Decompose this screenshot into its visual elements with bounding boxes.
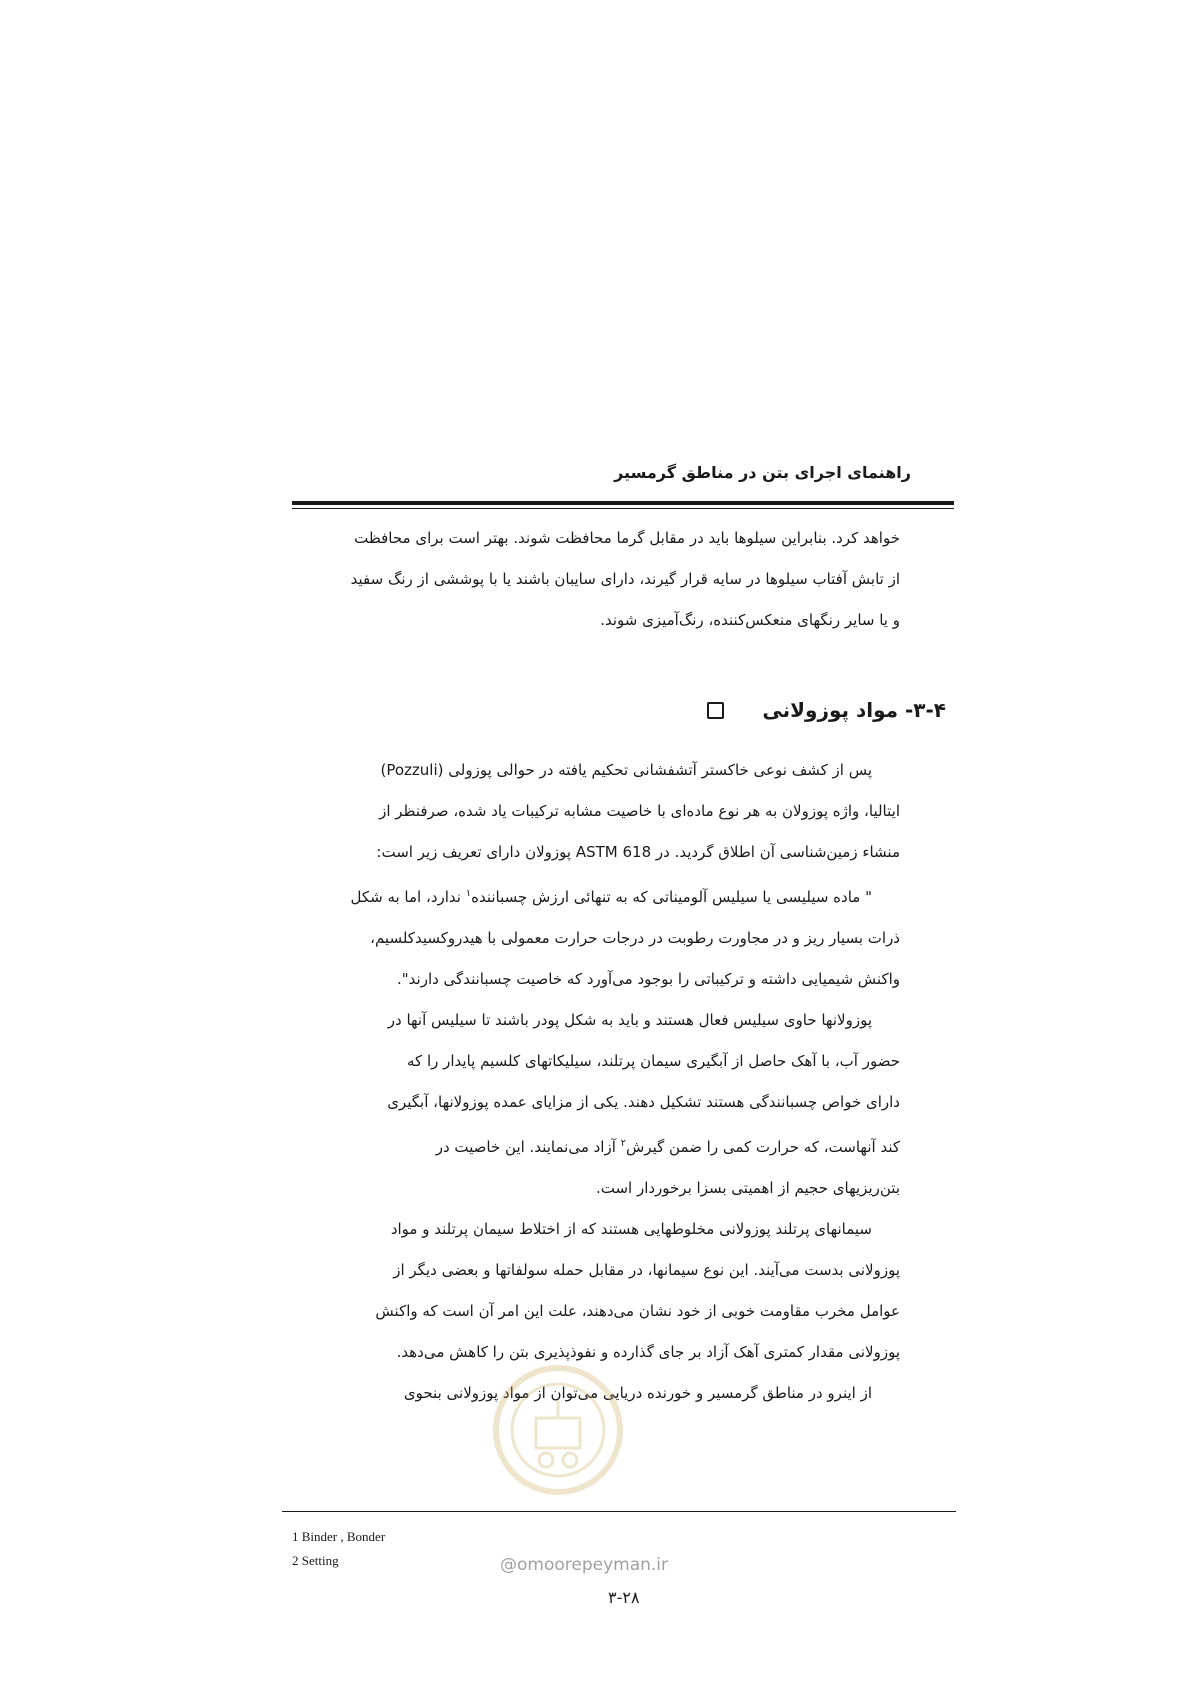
text-line: از تابش آفتاب سیلوها در سایه قرار گیرند، دارای سایبان باشند یا با پوششی از رنگ سفید [350,570,900,588]
text-line: ذرات بسیار ریز و در مجاورت رطوبت در درجات حرارت معمولی با هیدروکسیدکلسیم، [370,929,900,947]
header-rule-thick [292,501,954,505]
footnote-marker-2: ۲ [620,1138,627,1149]
section-heading [707,698,946,722]
definition-line [292,873,900,918]
section-title: ۳-۴- مواد پوزولانی [762,698,946,722]
text-line: خواهد کرد. بنابراین سیلوها باید در مقابل گرما محافظت شوند. بهتر است برای محافظت [354,529,900,547]
text-line: منشاء زمین‌شناسی آن اطلاق گردید. در ASTM 618 پوزولان دارای تعریف زیر است: [376,843,900,861]
running-header: راهنمای اجرای بتن در مناطق گرمسیر [614,463,911,482]
text-line: دارای خواص چسبانندگی هستند تشکیل دهند. یکی از مزایای عمده پوزولانها، آبگیری [387,1093,900,1111]
text-fragment-a: کند آنهاست، که حرارت کمی را ضمن گیرش [626,1138,900,1156]
footnote-marker-1: ۱ [465,888,472,899]
watermark-text: @omoorepeyman.ir [500,1555,669,1575]
text-line: بتن‌ریزیهای حجیم از اهمیتی بسزا برخوردار است. [595,1179,900,1197]
intro-paragraph [292,518,900,641]
footnotes [292,1525,385,1573]
footnote-rule [282,1511,956,1512]
text-line: سیمانهای پرتلند پوزولانی مخلوطهایی هستند که از اختلاط سیمان پرتلند و مواد [390,1220,872,1238]
logo-seal-icon [488,1360,628,1500]
text-line: عوامل مخرب مقاومت خوبی از خود نشان می‌دهند، علت این امر آن است که واکنش [375,1302,900,1320]
text-line: ایتالیا، واژه پوزولان به هر نوع ماده‌ای با خاصیت مشابه ترکیبات یاد شده، صرفنظر از [379,802,900,820]
text-fragment-b: آزاد می‌نمایند. این خاصیت در [435,1138,621,1156]
text-line: حضور آب، با آهک حاصل از آبگیری سیمان پرتلند، سیلیکاتهای کلسیم پایدار را که [407,1052,900,1070]
text-line: پوزولانی مقدار کمتری آهک آزاد بر جای گذارده و نفوذپذیری بتن را کاهش می‌دهد. [396,1343,900,1361]
definition-text-a: " ماده سیلیسی یا سیلیس آلومیناتی که به تنهائی ارزش چسباننده [471,888,872,906]
text-line: و یا سایر رنگهای منعکس‌کننده، رنگ‌آمیزی شوند. [600,611,900,629]
section-body [292,750,900,1414]
footnote-1: 1 Binder , Bonder [292,1529,386,1544]
footnote-2: 2 Setting [292,1553,339,1568]
text-line: از اینرو در مناطق گرمسیر و خورنده دریایی می‌توان از مواد پوزولانی بنحوی [403,1384,872,1402]
text-line [292,1123,900,1168]
square-bullet-icon [707,702,724,719]
page-number: ۳-۲۸ [608,1588,640,1607]
text-line: پس از کشف نوعی خاکستر آتشفشانی تحکیم یافته در حوالی پوزولی (Pozzuli) [380,761,872,779]
definition-text-b: ندارد، اما به شکل [350,888,466,906]
text-line: پوزولانها حاوی سیلیس فعال هستند و باید به شکل پودر باشند تا سیلیس آنها در [387,1011,872,1029]
text-line: واکنش شیمیایی داشته و ترکیباتی را بوجود می‌آورد که خاصیت چسبانندگی دارند". [396,970,900,988]
header-rule-thin [292,508,954,509]
text-line: پوزولانی بدست می‌آیند. این نوع سیمانها، در مقابل حمله سولفاتها و بعضی دیگر از [393,1261,900,1279]
